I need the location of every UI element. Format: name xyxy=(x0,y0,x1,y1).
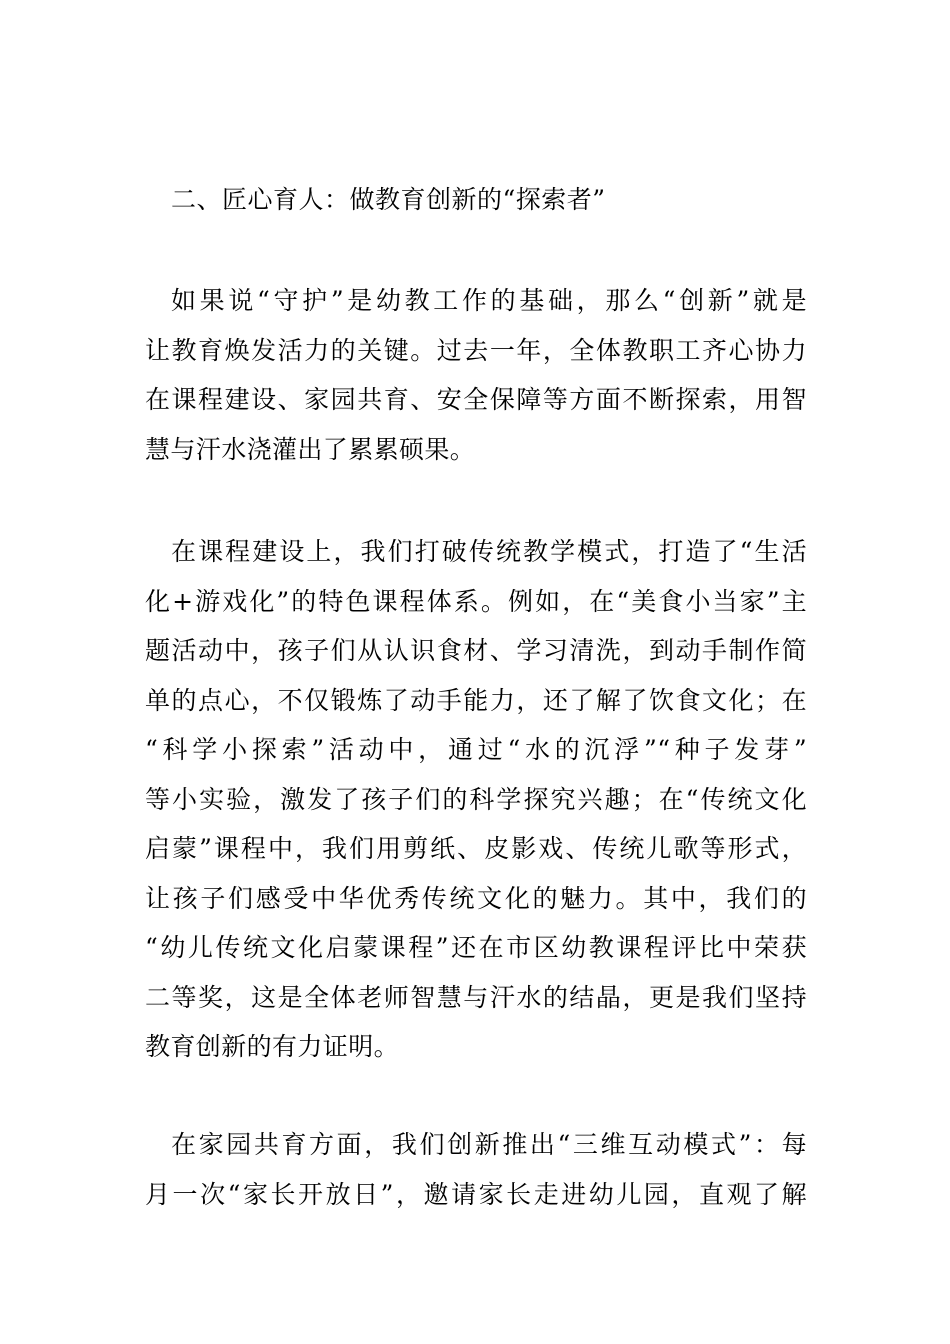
paragraph-line: 在课程建设、家园共育、安全保障等方面不断探索，用智 xyxy=(145,385,807,414)
paragraph-line: 月一次“家长开放日”，邀请家长走进幼儿园，直观了解 xyxy=(145,1179,807,1209)
paragraph-line: 慧与汗水浇灌出了累累硕果。 xyxy=(145,434,476,464)
paragraph-line: 让教育焕发活力的关键。过去一年，全体教职工齐心协力 xyxy=(145,335,807,365)
paragraph-curriculum xyxy=(145,527,807,1072)
paragraph-line: 让孩子们感受中华优秀传统文化的魅力。其中，我们的 xyxy=(145,883,807,913)
section-heading: 二、匠心育人：做教育创新的“探索者” xyxy=(171,185,606,214)
paragraph-line: 化+游戏化”的特色课程体系。例如，在“美食小当家”主 xyxy=(145,586,807,616)
paragraph-line: 二等奖，这是全体老师智慧与汗水的结晶，更是我们坚持 xyxy=(145,982,807,1012)
paragraph-line: “幼儿传统文化启蒙课程”还在市区幼教课程评比中荣获 xyxy=(145,933,807,962)
paragraph-line: “科学小探索”活动中，通过“水的沉浮”“种子发芽” xyxy=(145,735,807,764)
paragraph-home-school xyxy=(145,1120,807,1219)
paragraph-line: 题活动中，孩子们从认识食材、学习清洗，到动手制作简 xyxy=(145,636,807,665)
paragraph-line: 在家园共育方面，我们创新推出“三维互动模式”：每 xyxy=(171,1130,807,1159)
paragraph-line: 如果说“守护”是幼教工作的基础，那么“创新”就是 xyxy=(171,286,807,315)
paragraph-guardian-innovation xyxy=(145,276,807,474)
paragraph-line: 教育创新的有力证明。 xyxy=(145,1032,400,1061)
paragraph-line: 在课程建设上，我们打破传统教学模式，打造了“生活 xyxy=(171,537,807,566)
paragraph-line: 启蒙”课程中，我们用剪纸、皮影戏、传统儿歌等形式， xyxy=(145,834,807,863)
paragraph-line: 单的点心，不仅锻炼了动手能力，还了解了饮食文化；在 xyxy=(145,685,807,715)
paragraph-line: 等小实验，激发了孩子们的科学探究兴趣；在“传统文化 xyxy=(145,784,807,814)
